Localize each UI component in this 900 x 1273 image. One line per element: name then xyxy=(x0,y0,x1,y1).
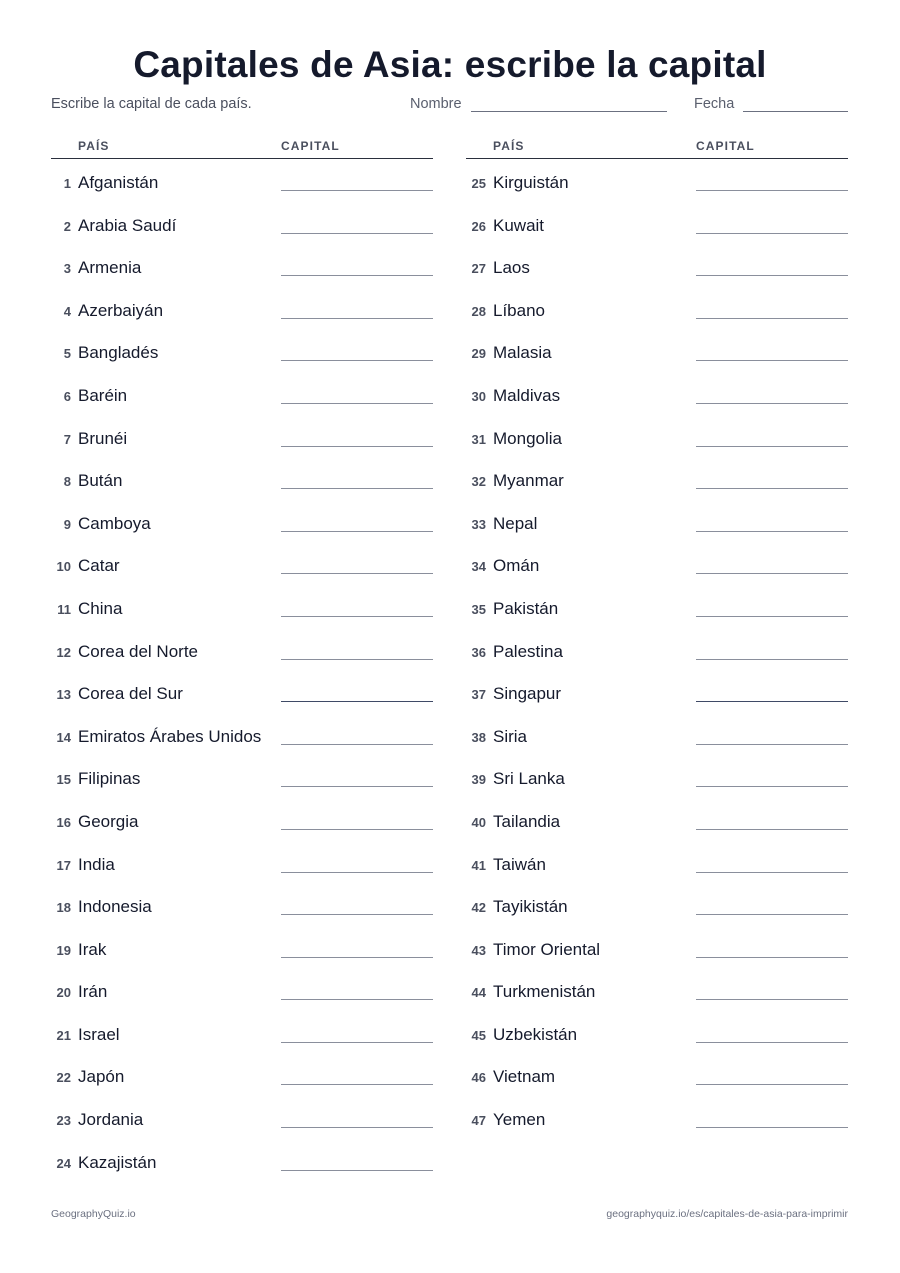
row-number: 16 xyxy=(56,814,71,830)
row-number: 35 xyxy=(471,601,486,617)
table-row xyxy=(51,287,433,330)
row-number: 14 xyxy=(56,729,71,745)
country-name: Omán xyxy=(493,556,540,576)
capital-answer-field[interactable] xyxy=(696,446,848,447)
row-number: 15 xyxy=(56,772,71,788)
capital-column-header: CAPITAL xyxy=(281,139,340,153)
name-label: Nombre xyxy=(410,96,462,112)
row-number: 40 xyxy=(471,814,486,830)
capital-answer-field[interactable] xyxy=(696,531,848,532)
row-number: 22 xyxy=(56,1070,71,1086)
capital-answer-field[interactable] xyxy=(281,1042,433,1043)
country-name: Siria xyxy=(493,726,528,746)
left-column xyxy=(51,136,433,1181)
table-row xyxy=(466,585,848,628)
table-row xyxy=(466,1053,848,1096)
country-name: Georgia xyxy=(78,811,139,831)
capital-answer-field[interactable] xyxy=(281,1170,433,1171)
country-column-header: PAÍS xyxy=(78,139,110,153)
table-row xyxy=(466,329,848,372)
country-name: Bután xyxy=(78,471,123,491)
table-row xyxy=(466,755,848,798)
footer-url: geographyquiz.io/es/capitales-de-asia-para-imprimir xyxy=(606,1208,848,1220)
capital-answer-field[interactable] xyxy=(281,914,433,915)
row-number: 33 xyxy=(471,516,486,532)
capital-answer-field[interactable] xyxy=(696,701,848,702)
country-name: Filipinas xyxy=(78,769,141,789)
row-number: 6 xyxy=(63,388,71,404)
row-number: 4 xyxy=(63,303,71,319)
left-table-header xyxy=(51,136,433,159)
table-row xyxy=(51,1011,433,1054)
row-number: 2 xyxy=(63,218,71,234)
table-row xyxy=(51,798,433,841)
left-rows xyxy=(51,159,433,1181)
capital-answer-field[interactable] xyxy=(696,744,848,745)
table-row xyxy=(466,542,848,585)
capital-answer-field[interactable] xyxy=(696,360,848,361)
right-table-header xyxy=(466,136,848,159)
country-name: Camboya xyxy=(78,513,151,533)
capital-answer-field[interactable] xyxy=(281,999,433,1000)
capital-answer-field[interactable] xyxy=(281,275,433,276)
row-number: 12 xyxy=(56,644,71,660)
country-name: Mongolia xyxy=(493,428,562,448)
country-name: Corea del Sur xyxy=(78,684,183,704)
row-number: 34 xyxy=(471,559,486,575)
capital-answer-field[interactable] xyxy=(281,744,433,745)
capital-answer-field[interactable] xyxy=(696,786,848,787)
capital-answer-field[interactable] xyxy=(696,999,848,1000)
table-row xyxy=(466,926,848,969)
table-row xyxy=(466,500,848,543)
capital-answer-field[interactable] xyxy=(696,275,848,276)
capital-answer-field[interactable] xyxy=(281,1127,433,1128)
country-name: Arabia Saudí xyxy=(78,215,177,235)
table-row xyxy=(51,670,433,713)
country-name: Yemen xyxy=(493,1110,546,1130)
country-name: Bangladés xyxy=(78,343,159,363)
row-number: 24 xyxy=(56,1155,71,1171)
table-row xyxy=(51,159,433,202)
row-number: 30 xyxy=(471,388,486,404)
row-number: 43 xyxy=(471,942,486,958)
capital-answer-field[interactable] xyxy=(281,190,433,191)
table-row xyxy=(51,542,433,585)
capital-answer-field[interactable] xyxy=(696,488,848,489)
table-row xyxy=(51,841,433,884)
country-name: Líbano xyxy=(493,300,545,320)
table-row xyxy=(51,1096,433,1139)
country-name: Laos xyxy=(493,258,530,278)
table-row xyxy=(51,329,433,372)
capital-answer-field[interactable] xyxy=(281,573,433,574)
country-name: Irak xyxy=(78,939,107,959)
country-name: Armenia xyxy=(78,258,142,278)
table-row xyxy=(466,159,848,202)
capital-answer-field[interactable] xyxy=(696,573,848,574)
country-name: Vietnam xyxy=(493,1067,556,1087)
table-row xyxy=(466,415,848,458)
capital-answer-field[interactable] xyxy=(281,403,433,404)
country-name: Corea del Norte xyxy=(78,641,199,661)
capital-answer-field[interactable] xyxy=(696,829,848,830)
country-name: Jordania xyxy=(78,1110,144,1130)
row-number: 46 xyxy=(471,1070,486,1086)
row-number: 20 xyxy=(56,985,71,1001)
row-number: 11 xyxy=(57,601,71,617)
row-number: 9 xyxy=(63,516,71,532)
row-number: 27 xyxy=(471,261,486,277)
table-row xyxy=(51,883,433,926)
right-column xyxy=(466,136,848,1139)
country-name: Brunéi xyxy=(78,428,128,448)
table-row xyxy=(51,1139,433,1182)
country-name: Sri Lanka xyxy=(493,769,565,789)
country-name: Japón xyxy=(78,1067,125,1087)
country-name: Turkmenistán xyxy=(493,982,596,1002)
capital-answer-field[interactable] xyxy=(696,190,848,191)
table-row xyxy=(51,1053,433,1096)
country-name: Tailandia xyxy=(493,811,561,831)
row-number: 10 xyxy=(56,559,71,575)
table-row xyxy=(51,585,433,628)
row-number: 17 xyxy=(56,857,71,873)
row-number: 21 xyxy=(56,1027,71,1043)
country-name: India xyxy=(78,854,115,874)
country-name: Afganistán xyxy=(78,173,159,192)
table-row xyxy=(51,755,433,798)
capital-answer-field[interactable] xyxy=(281,616,433,617)
date-label: Fecha xyxy=(694,96,735,112)
capital-answer-field[interactable] xyxy=(281,1084,433,1085)
table-row xyxy=(466,1011,848,1054)
row-number: 19 xyxy=(56,942,71,958)
capital-answer-field[interactable] xyxy=(281,233,433,234)
table-row xyxy=(51,713,433,756)
table-row xyxy=(466,457,848,500)
table-row xyxy=(51,457,433,500)
country-name: Azerbaiyán xyxy=(78,300,164,320)
country-name: Kirguistán xyxy=(493,173,569,192)
table-row xyxy=(466,968,848,1011)
capital-answer-field[interactable] xyxy=(281,446,433,447)
country-name: Baréin xyxy=(78,385,128,405)
capital-answer-field[interactable] xyxy=(696,1042,848,1043)
row-number: 1 xyxy=(63,176,71,191)
table-row xyxy=(466,670,848,713)
table-row xyxy=(51,628,433,671)
row-number: 8 xyxy=(63,474,71,490)
country-name: Singapur xyxy=(493,684,562,704)
row-number: 39 xyxy=(471,772,486,788)
capital-answer-field[interactable] xyxy=(696,872,848,873)
capital-column-header: CAPITAL xyxy=(696,139,755,153)
row-number: 28 xyxy=(471,303,486,319)
table-row xyxy=(466,1096,848,1139)
table-row xyxy=(51,968,433,1011)
row-number: 31 xyxy=(471,431,486,447)
row-number: 25 xyxy=(471,176,486,191)
country-name: Pakistán xyxy=(493,598,559,618)
row-number: 37 xyxy=(471,687,486,703)
capital-answer-field[interactable] xyxy=(281,360,433,361)
table-row xyxy=(466,883,848,926)
row-number: 29 xyxy=(471,346,486,362)
country-name: Myanmar xyxy=(493,471,564,491)
row-number: 44 xyxy=(471,985,486,1001)
row-number: 41 xyxy=(471,857,486,873)
capital-answer-field[interactable] xyxy=(696,403,848,404)
row-number: 7 xyxy=(63,431,71,447)
country-name: Malasia xyxy=(493,343,552,363)
capital-answer-field[interactable] xyxy=(696,1127,848,1128)
country-name: Maldivas xyxy=(493,385,561,405)
country-name: Tayikistán xyxy=(493,897,568,917)
capital-answer-field[interactable] xyxy=(281,488,433,489)
capital-answer-field[interactable] xyxy=(696,659,848,660)
country-name: Israel xyxy=(78,1024,120,1044)
table-row xyxy=(51,202,433,245)
capital-answer-field[interactable] xyxy=(696,914,848,915)
row-number: 32 xyxy=(471,474,486,490)
country-name: Kazajistán xyxy=(78,1152,157,1172)
capital-answer-field[interactable] xyxy=(696,957,848,958)
row-number: 26 xyxy=(471,218,486,234)
row-number: 36 xyxy=(471,644,486,660)
country-name: Catar xyxy=(78,556,120,576)
capital-answer-field[interactable] xyxy=(281,957,433,958)
table-row xyxy=(51,415,433,458)
row-number: 18 xyxy=(56,900,71,916)
country-name: Palestina xyxy=(493,641,563,661)
table-row xyxy=(466,841,848,884)
table-row xyxy=(466,798,848,841)
table-row xyxy=(51,926,433,969)
table-row xyxy=(51,244,433,287)
country-name: Taiwán xyxy=(493,854,546,874)
footer-brand: GeographyQuiz.io xyxy=(51,1208,136,1220)
capital-answer-field[interactable] xyxy=(696,616,848,617)
row-number: 47 xyxy=(471,1113,486,1129)
capital-answer-field[interactable] xyxy=(696,1084,848,1085)
row-number: 5 xyxy=(63,346,71,362)
country-name: Kuwait xyxy=(493,215,545,235)
right-rows xyxy=(466,159,848,1139)
worksheet-title: Capitales de Asia: escribe la capital xyxy=(133,44,767,85)
capital-answer-field[interactable] xyxy=(281,829,433,830)
table-row xyxy=(466,202,848,245)
table-row xyxy=(466,244,848,287)
table-row xyxy=(466,287,848,330)
country-name: Emiratos Árabes Unidos xyxy=(78,726,262,746)
capital-answer-field[interactable] xyxy=(696,318,848,319)
row-number: 23 xyxy=(56,1113,71,1129)
row-number: 42 xyxy=(471,900,486,916)
capital-answer-field[interactable] xyxy=(281,531,433,532)
country-name: China xyxy=(78,598,123,618)
name-field[interactable] xyxy=(471,111,667,112)
capital-answer-field[interactable] xyxy=(281,701,433,702)
capital-answer-field[interactable] xyxy=(281,786,433,787)
table-row xyxy=(466,372,848,415)
table-row xyxy=(51,372,433,415)
country-column-header: PAÍS xyxy=(493,139,525,153)
country-name: Timor Oriental xyxy=(493,939,601,959)
country-name: Uzbekistán xyxy=(493,1024,578,1044)
country-name: Irán xyxy=(78,982,108,1002)
country-name: Nepal xyxy=(493,513,538,533)
capital-answer-field[interactable] xyxy=(696,233,848,234)
row-number: 13 xyxy=(56,687,71,703)
row-number: 3 xyxy=(63,261,71,277)
row-number: 38 xyxy=(471,729,486,745)
capital-answer-field[interactable] xyxy=(281,318,433,319)
country-name: Indonesia xyxy=(78,897,152,917)
table-row xyxy=(466,713,848,756)
row-number: 45 xyxy=(471,1027,486,1043)
table-row xyxy=(466,628,848,671)
capital-answer-field[interactable] xyxy=(281,659,433,660)
instructions-text: Escribe la capital de cada país. xyxy=(51,96,252,112)
date-field[interactable] xyxy=(743,111,848,112)
table-row xyxy=(51,500,433,543)
capital-answer-field[interactable] xyxy=(281,872,433,873)
